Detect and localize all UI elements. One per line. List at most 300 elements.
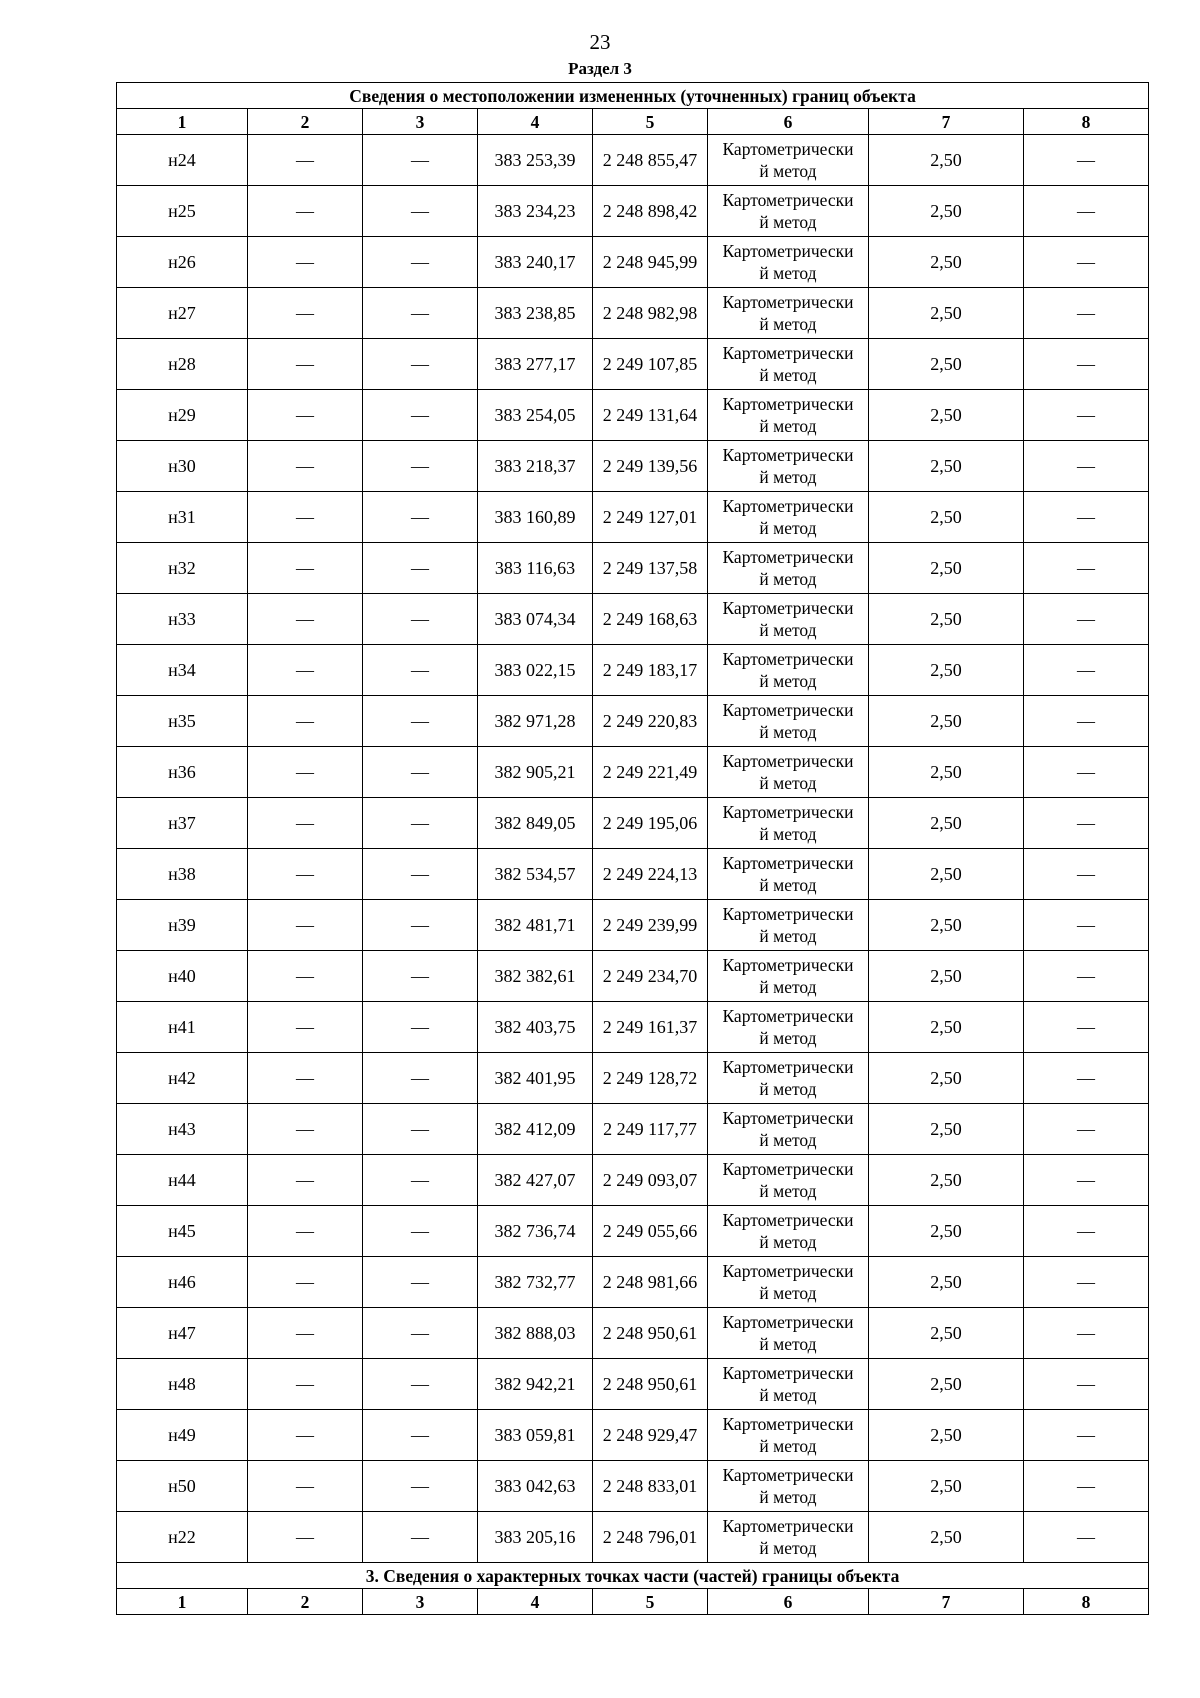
point-cell: н31 [117,492,248,543]
point-cell: н41 [117,1002,248,1053]
column-number: 3 [363,1589,478,1615]
column-8-cell: — [1024,288,1149,339]
column-8-cell: — [1024,1053,1149,1104]
error-cell: 2,50 [869,1257,1024,1308]
point-cell: н44 [117,1155,248,1206]
column-2-cell: — [248,900,363,951]
error-cell: 2,50 [869,441,1024,492]
column-3-cell: — [363,441,478,492]
column-8-cell: — [1024,492,1149,543]
method-cell [708,1512,869,1563]
method-line-1: Картометрически [722,139,854,159]
x-coordinate-cell: 383 116,63 [478,543,593,594]
method-line-2: й метод [759,926,817,946]
method-cell [708,492,869,543]
y-coordinate-cell: 2 248 982,98 [593,288,708,339]
method-line-2: й метод [759,263,817,283]
column-2-cell: — [248,1512,363,1563]
column-3-cell: — [363,135,478,186]
point-cell: н22 [117,1512,248,1563]
point-cell: н49 [117,1410,248,1461]
y-coordinate-cell: 2 249 234,70 [593,951,708,1002]
method-line-2: й метод [759,212,817,232]
column-2-cell: — [248,594,363,645]
column-8-cell: — [1024,1359,1149,1410]
x-coordinate-cell: 383 277,17 [478,339,593,390]
y-coordinate-cell: 2 249 131,64 [593,390,708,441]
y-coordinate-cell: 2 248 945,99 [593,237,708,288]
y-coordinate-cell: 2 249 195,06 [593,798,708,849]
column-3-cell: — [363,747,478,798]
column-3-cell: — [363,696,478,747]
x-coordinate-cell: 383 238,85 [478,288,593,339]
method-line-1: Картометрически [722,1159,854,1179]
x-coordinate-cell: 383 254,05 [478,390,593,441]
column-3-cell: — [363,594,478,645]
point-cell: н30 [117,441,248,492]
column-3-cell: — [363,1359,478,1410]
column-3-cell: — [363,645,478,696]
method-line-2: й метод [759,1538,817,1558]
method-line-1: Картометрически [722,751,854,771]
table-row [117,237,1149,288]
method-line-2: й метод [759,620,817,640]
error-cell: 2,50 [869,645,1024,696]
column-8-cell: — [1024,1308,1149,1359]
method-cell [708,1104,869,1155]
subsection-title: 3. Сведения о характерных точках части (частей) границы объекта [117,1563,1149,1589]
y-coordinate-cell: 2 248 833,01 [593,1461,708,1512]
method-line-1: Картометрически [722,1312,854,1332]
column-3-cell: — [363,543,478,594]
table-row [117,1206,1149,1257]
x-coordinate-cell: 383 042,63 [478,1461,593,1512]
table-row [117,186,1149,237]
column-3-cell: — [363,390,478,441]
method-line-2: й метод [759,671,817,691]
method-line-2: й метод [759,773,817,793]
method-line-2: й метод [759,875,817,895]
column-2-cell: — [248,543,363,594]
method-line-2: й метод [759,1487,817,1507]
column-2-cell: — [248,135,363,186]
x-coordinate-cell: 383 022,15 [478,645,593,696]
column-number: 4 [478,1589,593,1615]
x-coordinate-cell: 383 240,17 [478,237,593,288]
point-cell: н33 [117,594,248,645]
x-coordinate-cell: 382 732,77 [478,1257,593,1308]
column-8-cell: — [1024,696,1149,747]
method-cell [708,1359,869,1410]
y-coordinate-cell: 2 248 950,61 [593,1308,708,1359]
x-coordinate-cell: 382 481,71 [478,900,593,951]
table-row [117,645,1149,696]
x-coordinate-cell: 383 074,34 [478,594,593,645]
column-8-cell: — [1024,798,1149,849]
subsection-title-row [117,1563,1149,1589]
column-3-cell: — [363,798,478,849]
column-number: 1 [117,1589,248,1615]
method-line-2: й метод [759,824,817,844]
table-row [117,492,1149,543]
column-2-cell: — [248,1104,363,1155]
y-coordinate-cell: 2 249 117,77 [593,1104,708,1155]
error-cell: 2,50 [869,288,1024,339]
error-cell: 2,50 [869,1410,1024,1461]
method-cell [708,1410,869,1461]
x-coordinate-cell: 383 234,23 [478,186,593,237]
method-line-1: Картометрически [722,853,854,873]
column-3-cell: — [363,1206,478,1257]
method-cell [708,186,869,237]
y-coordinate-cell: 2 249 139,56 [593,441,708,492]
error-cell: 2,50 [869,543,1024,594]
column-3-cell: — [363,1053,478,1104]
method-cell [708,441,869,492]
section-title: Раздел 3 [568,59,632,78]
column-8-cell: — [1024,1257,1149,1308]
x-coordinate-cell: 382 401,95 [478,1053,593,1104]
method-cell [708,1257,869,1308]
table-title: Сведения о местоположении измененных (уточненных) границ объекта [117,83,1149,109]
y-coordinate-cell: 2 249 239,99 [593,900,708,951]
method-line-2: й метод [759,569,817,589]
table-row [117,339,1149,390]
method-line-1: Картометрически [722,649,854,669]
method-line-1: Картометрически [722,343,854,363]
table-row [117,1410,1149,1461]
column-number: 8 [1024,1589,1149,1615]
method-cell [708,1155,869,1206]
column-8-cell: — [1024,237,1149,288]
method-line-2: й метод [759,416,817,436]
table-row [117,1002,1149,1053]
table-row [117,1461,1149,1512]
table-row [117,1308,1149,1359]
method-cell [708,951,869,1002]
y-coordinate-cell: 2 249 137,58 [593,543,708,594]
column-8-cell: — [1024,1002,1149,1053]
table-row [117,951,1149,1002]
column-number: 5 [593,109,708,135]
point-cell: н48 [117,1359,248,1410]
column-number: 6 [708,1589,869,1615]
column-2-cell: — [248,849,363,900]
method-cell [708,339,869,390]
method-line-2: й метод [759,1028,817,1048]
y-coordinate-cell: 2 249 221,49 [593,747,708,798]
method-cell [708,543,869,594]
column-2-cell: — [248,1359,363,1410]
subsection-column-number-row [117,1589,1149,1615]
column-8-cell: — [1024,390,1149,441]
method-cell [708,1308,869,1359]
method-line-2: й метод [759,722,817,742]
method-cell [708,849,869,900]
point-cell: н43 [117,1104,248,1155]
method-line-1: Картометрически [722,1210,854,1230]
table-row [117,390,1149,441]
column-3-cell: — [363,1002,478,1053]
method-line-1: Картометрически [722,700,854,720]
column-2-cell: — [248,186,363,237]
method-line-1: Картометрически [722,292,854,312]
error-cell: 2,50 [869,798,1024,849]
column-3-cell: — [363,1512,478,1563]
column-number: 7 [869,109,1024,135]
column-2-cell: — [248,747,363,798]
boundary-table [116,82,1149,1615]
method-line-2: й метод [759,518,817,538]
column-3-cell: — [363,237,478,288]
method-line-1: Картометрически [722,190,854,210]
y-coordinate-cell: 2 249 127,01 [593,492,708,543]
x-coordinate-cell: 382 403,75 [478,1002,593,1053]
method-line-2: й метод [759,1079,817,1099]
y-coordinate-cell: 2 248 950,61 [593,1359,708,1410]
column-8-cell: — [1024,849,1149,900]
method-line-1: Картометрически [722,1006,854,1026]
point-cell: н34 [117,645,248,696]
error-cell: 2,50 [869,900,1024,951]
error-cell: 2,50 [869,1206,1024,1257]
point-cell: н47 [117,1308,248,1359]
error-cell: 2,50 [869,747,1024,798]
point-cell: н29 [117,390,248,441]
y-coordinate-cell: 2 248 898,42 [593,186,708,237]
point-cell: н39 [117,900,248,951]
error-cell: 2,50 [869,186,1024,237]
method-line-1: Картометрически [722,394,854,414]
error-cell: 2,50 [869,390,1024,441]
table-row [117,1257,1149,1308]
method-line-1: Картометрически [722,547,854,567]
method-line-2: й метод [759,1181,817,1201]
point-cell: н28 [117,339,248,390]
x-coordinate-cell: 383 059,81 [478,1410,593,1461]
x-coordinate-cell: 383 205,16 [478,1512,593,1563]
error-cell: 2,50 [869,1053,1024,1104]
column-2-cell: — [248,1053,363,1104]
column-2-cell: — [248,1257,363,1308]
column-2-cell: — [248,951,363,1002]
column-8-cell: — [1024,747,1149,798]
method-cell [708,390,869,441]
point-cell: н50 [117,1461,248,1512]
table-row [117,135,1149,186]
column-3-cell: — [363,1104,478,1155]
column-2-cell: — [248,1308,363,1359]
column-3-cell: — [363,849,478,900]
column-number: 6 [708,109,869,135]
table-body [117,83,1149,1615]
table-row [117,1155,1149,1206]
x-coordinate-cell: 382 382,61 [478,951,593,1002]
y-coordinate-cell: 2 248 796,01 [593,1512,708,1563]
method-line-1: Картометрически [722,904,854,924]
x-coordinate-cell: 383 253,39 [478,135,593,186]
column-number-row [117,109,1149,135]
column-8-cell: — [1024,1410,1149,1461]
table-row [117,288,1149,339]
column-3-cell: — [363,1308,478,1359]
method-cell [708,594,869,645]
method-line-1: Картометрически [722,598,854,618]
column-3-cell: — [363,951,478,1002]
method-line-2: й метод [759,1232,817,1252]
error-cell: 2,50 [869,1002,1024,1053]
method-cell [708,1053,869,1104]
column-number: 1 [117,109,248,135]
x-coordinate-cell: 382 534,57 [478,849,593,900]
y-coordinate-cell: 2 248 929,47 [593,1410,708,1461]
method-line-2: й метод [759,1130,817,1150]
method-cell [708,1206,869,1257]
point-cell: н24 [117,135,248,186]
column-2-cell: — [248,237,363,288]
y-coordinate-cell: 2 249 128,72 [593,1053,708,1104]
column-3-cell: — [363,1155,478,1206]
column-number: 2 [248,109,363,135]
column-number: 8 [1024,109,1149,135]
method-cell [708,900,869,951]
error-cell: 2,50 [869,1104,1024,1155]
point-cell: н35 [117,696,248,747]
column-2-cell: — [248,1155,363,1206]
point-cell: н38 [117,849,248,900]
column-8-cell: — [1024,900,1149,951]
error-cell: 2,50 [869,237,1024,288]
error-cell: 2,50 [869,1359,1024,1410]
table-row [117,798,1149,849]
method-line-1: Картометрически [722,1108,854,1128]
column-2-cell: — [248,696,363,747]
error-cell: 2,50 [869,594,1024,645]
table-row [117,1359,1149,1410]
method-line-2: й метод [759,314,817,334]
column-8-cell: — [1024,1206,1149,1257]
y-coordinate-cell: 2 248 855,47 [593,135,708,186]
column-8-cell: — [1024,135,1149,186]
point-cell: н40 [117,951,248,1002]
x-coordinate-cell: 383 218,37 [478,441,593,492]
error-cell: 2,50 [869,135,1024,186]
column-3-cell: — [363,900,478,951]
table-row [117,849,1149,900]
table-row [117,1104,1149,1155]
method-line-1: Картометрически [722,496,854,516]
method-line-2: й метод [759,1385,817,1405]
column-number: 3 [363,109,478,135]
table-row [117,900,1149,951]
x-coordinate-cell: 382 849,05 [478,798,593,849]
column-8-cell: — [1024,594,1149,645]
column-2-cell: — [248,390,363,441]
column-3-cell: — [363,1410,478,1461]
method-cell [708,135,869,186]
x-coordinate-cell: 382 888,03 [478,1308,593,1359]
y-coordinate-cell: 2 249 224,13 [593,849,708,900]
x-coordinate-cell: 383 160,89 [478,492,593,543]
point-cell: н45 [117,1206,248,1257]
point-cell: н25 [117,186,248,237]
y-coordinate-cell: 2 249 183,17 [593,645,708,696]
table-row [117,1053,1149,1104]
y-coordinate-cell: 2 249 093,07 [593,1155,708,1206]
y-coordinate-cell: 2 248 981,66 [593,1257,708,1308]
table-row [117,441,1149,492]
method-line-2: й метод [759,161,817,181]
point-cell: н37 [117,798,248,849]
error-cell: 2,50 [869,1155,1024,1206]
method-line-1: Картометрически [722,241,854,261]
column-8-cell: — [1024,1155,1149,1206]
column-number: 7 [869,1589,1024,1615]
column-2-cell: — [248,798,363,849]
point-cell: н27 [117,288,248,339]
error-cell: 2,50 [869,339,1024,390]
column-3-cell: — [363,492,478,543]
method-line-1: Картометрически [722,1516,854,1536]
method-cell [708,696,869,747]
method-cell [708,798,869,849]
point-cell: н26 [117,237,248,288]
x-coordinate-cell: 382 412,09 [478,1104,593,1155]
error-cell: 2,50 [869,492,1024,543]
table-row [117,594,1149,645]
x-coordinate-cell: 382 905,21 [478,747,593,798]
table-caption-row [117,83,1149,109]
method-line-1: Картометрически [722,1465,854,1485]
method-line-2: й метод [759,467,817,487]
column-2-cell: — [248,288,363,339]
column-number: 2 [248,1589,363,1615]
column-8-cell: — [1024,951,1149,1002]
column-8-cell: — [1024,1512,1149,1563]
column-8-cell: — [1024,186,1149,237]
y-coordinate-cell: 2 249 220,83 [593,696,708,747]
method-line-2: й метод [759,977,817,997]
column-3-cell: — [363,186,478,237]
column-8-cell: — [1024,1461,1149,1512]
error-cell: 2,50 [869,1308,1024,1359]
method-cell [708,288,869,339]
column-2-cell: — [248,339,363,390]
column-8-cell: — [1024,543,1149,594]
error-cell: 2,50 [869,951,1024,1002]
column-2-cell: — [248,1206,363,1257]
x-coordinate-cell: 382 427,07 [478,1155,593,1206]
column-number: 5 [593,1589,708,1615]
column-2-cell: — [248,1461,363,1512]
column-number: 4 [478,109,593,135]
table-row [117,747,1149,798]
error-cell: 2,50 [869,849,1024,900]
error-cell: 2,50 [869,696,1024,747]
column-8-cell: — [1024,441,1149,492]
error-cell: 2,50 [869,1461,1024,1512]
column-2-cell: — [248,441,363,492]
table-row [117,1512,1149,1563]
column-3-cell: — [363,339,478,390]
column-8-cell: — [1024,339,1149,390]
method-line-1: Картометрически [722,1261,854,1281]
y-coordinate-cell: 2 249 107,85 [593,339,708,390]
column-3-cell: — [363,288,478,339]
method-cell [708,1002,869,1053]
method-cell [708,747,869,798]
method-line-1: Картометрически [722,1363,854,1383]
